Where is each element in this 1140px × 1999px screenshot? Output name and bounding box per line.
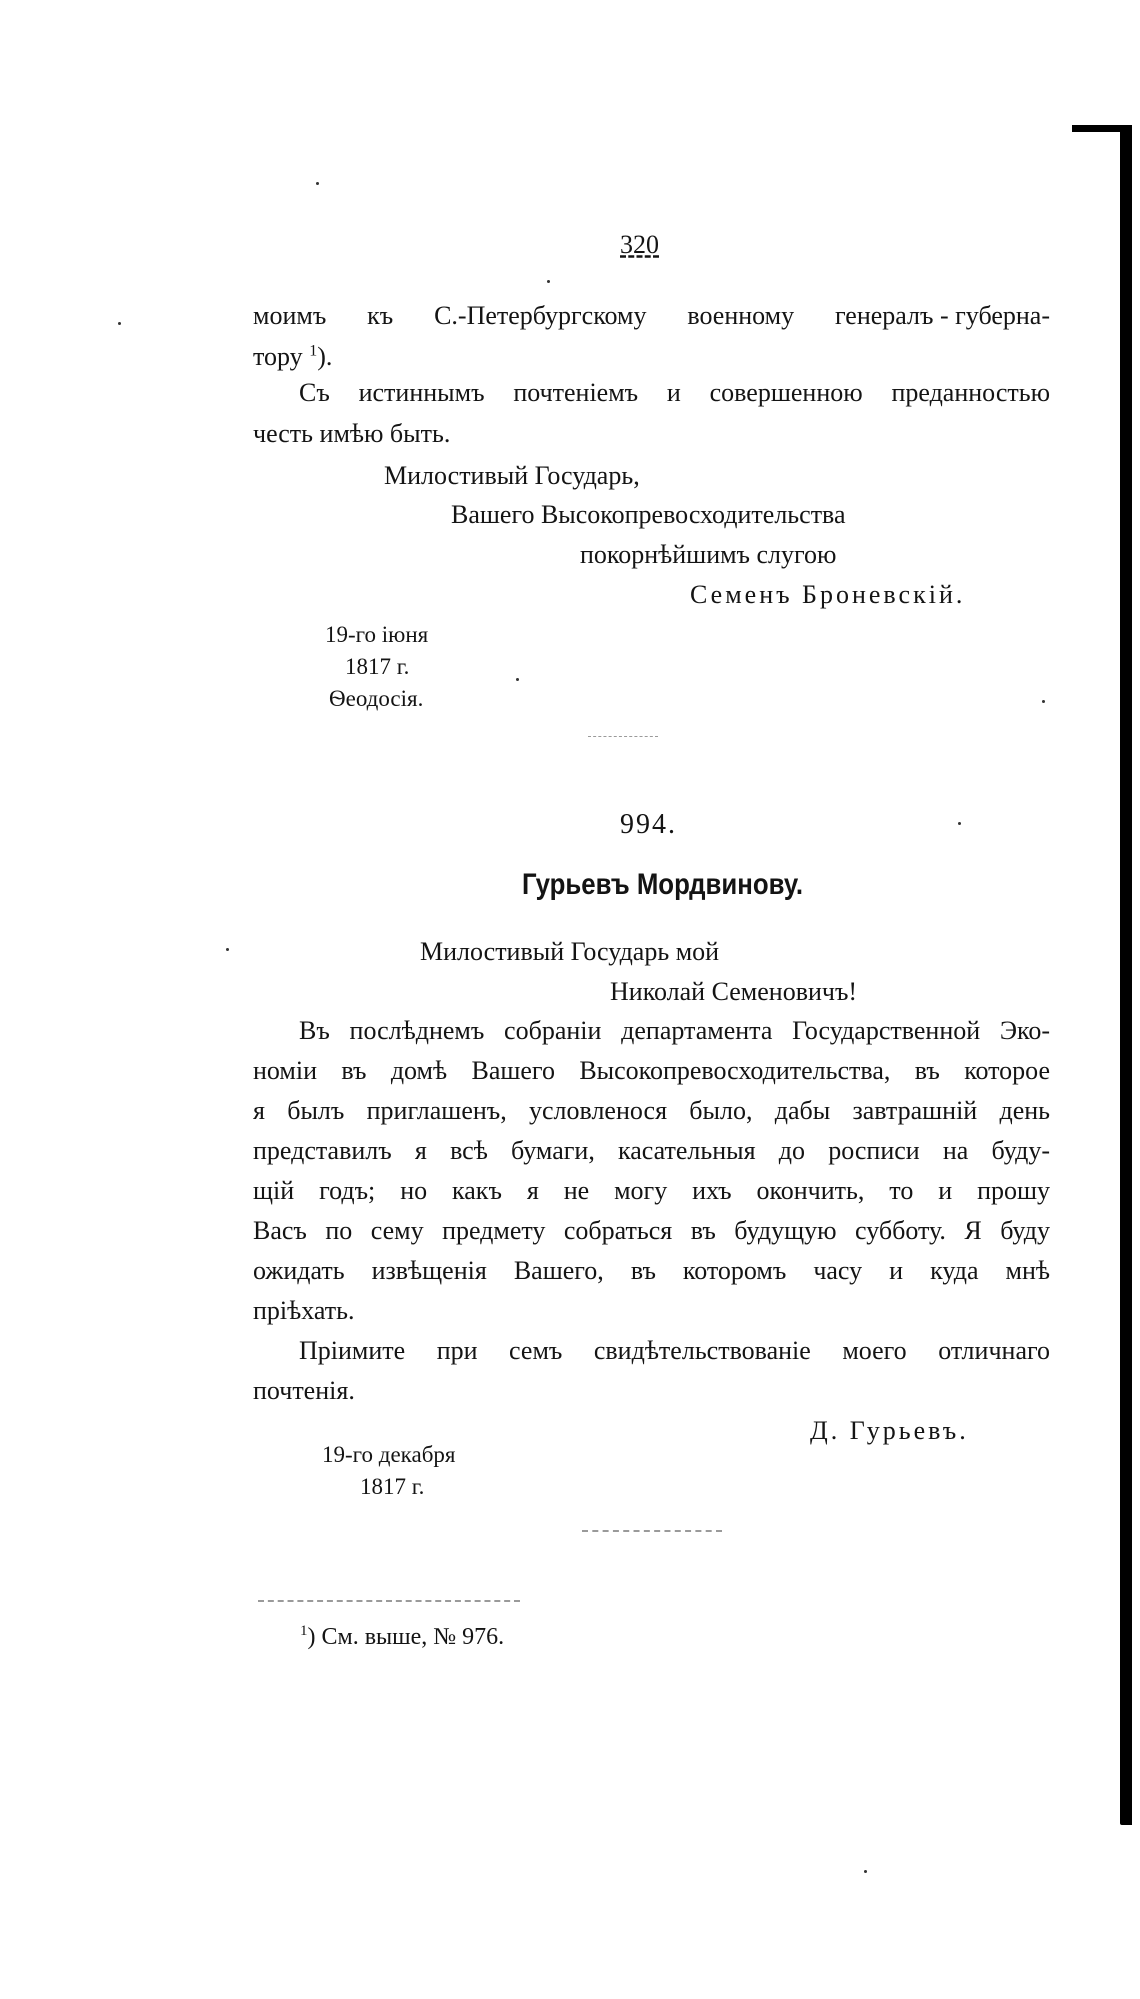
letter2-year: 1817 г.	[360, 1474, 425, 1499]
letter2-address-2: Николай Семеновичъ!	[610, 977, 858, 1006]
letter2-body-line-3: я былъ приглашенъ, условленося было, дабы завтрашній день	[253, 1096, 1051, 1125]
letter1-line-2: тору $^1$).	[253, 342, 333, 371]
letter1-line-1: моимъ къ С.-Петербургскому военному генералъ - губерна-	[253, 301, 1050, 330]
scan-speck	[864, 1870, 867, 1873]
letter1-signature: Семенъ Броневскій.	[690, 580, 966, 609]
letter2-body-line-6: Васъ по сему предмету собраться въ будущую субботу. Я буду	[253, 1216, 1051, 1245]
letter1-salutation: Милостивый Государь,	[384, 461, 640, 490]
document-number: 994.	[620, 809, 677, 840]
letter2-body-line-8: пріѣхать.	[253, 1296, 355, 1325]
letter2-closing-line-2: почтенія.	[253, 1376, 355, 1405]
section-divider	[588, 736, 658, 737]
letter1-date: 19-го іюня	[325, 622, 429, 647]
letter2-body-line-1: Въ послѣднемъ собраніи департамента Государственной Эко-	[299, 1016, 1051, 1045]
scan-speck	[118, 322, 121, 325]
letter1-closing-1: Вашего Высокопревосходительства	[451, 500, 846, 529]
letter2-closing-line-1: Пріимите при семъ свидѣтельствованіе моего отличнаго	[299, 1336, 1050, 1365]
scan-speck	[547, 280, 550, 283]
letter2-body-line-7: ожидать извѣщенія Вашего, въ которомъ часу и куда мнѣ	[253, 1256, 1050, 1285]
letter2-body-line-2: номіи въ домѣ Вашего Высокопревосходительства, въ которое	[253, 1056, 1051, 1085]
end-divider	[582, 1530, 722, 1532]
scan-speck	[516, 678, 519, 681]
letter1-line-3: Съ истиннымъ почтеніемъ и совершенною преданностью	[299, 378, 1051, 407]
scan-speck	[226, 948, 229, 951]
letter2-signature: Д. Гурьевъ.	[810, 1416, 969, 1445]
footnote: $^1$) См. выше, № 976.	[300, 1623, 505, 1650]
footnote-rule	[258, 1600, 520, 1602]
letter2-body-line-4: представилъ я всѣ бумаги, касательныя до росписи на буду-	[253, 1136, 1051, 1165]
letter2-address-1: Милостивый Государь мой	[420, 937, 720, 966]
page-edge-shadow	[1120, 125, 1132, 1825]
footnote-mark: 1	[300, 1623, 308, 1639]
scan-speck	[1042, 700, 1045, 703]
scan-speck	[958, 822, 961, 825]
footnote-ref: 1	[309, 342, 318, 360]
letter1-line-4: честь имѣю быть.	[253, 419, 451, 448]
letter2-body-line-5: щій годъ; но какъ я не могу ихъ окончить, то и прошу	[253, 1176, 1051, 1205]
scan-speck	[316, 182, 319, 185]
letter-heading: Гурьевъ Мордвинову.	[522, 868, 804, 901]
page-number: 320	[620, 230, 659, 259]
letter2-date: 19-го декабря	[322, 1442, 456, 1467]
letter1-closing-2: покорнѣйшимъ слугою	[580, 540, 837, 569]
letter1-place: Ѳеодосія.	[329, 686, 424, 711]
letter1-year: 1817 г.	[345, 654, 410, 679]
